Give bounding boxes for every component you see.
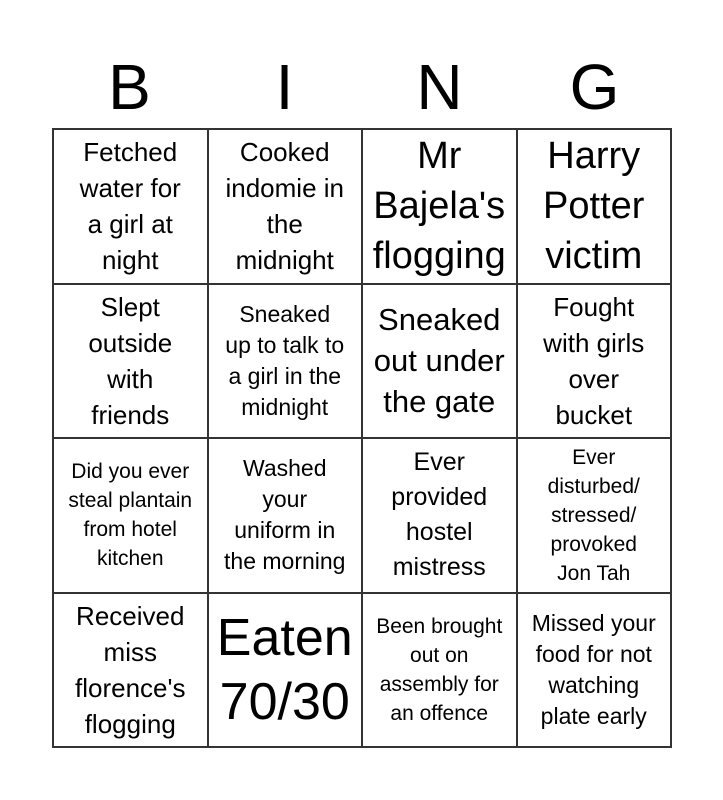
bingo-cell-text: Fetched water for a girl at night — [79, 137, 181, 276]
bingo-cell-text: Cooked indomie in the midnight — [225, 137, 344, 276]
bingo-cell-text: Ever provided hostel mistress — [391, 448, 488, 582]
bingo-cell[interactable] — [208, 438, 363, 593]
bingo-cell[interactable] — [53, 593, 208, 748]
bingo-cell[interactable] — [53, 284, 208, 439]
bingo-cell-text: Did you ever steal plantain from hotel kitchen — [68, 460, 193, 571]
bingo-cell[interactable] — [208, 129, 363, 284]
bingo-cell-text: Fought with girls over bucket — [543, 291, 645, 430]
bingo-cell[interactable] — [362, 438, 517, 593]
bingo-cell-text: Eaten 70/30 — [216, 608, 353, 731]
bingo-header — [52, 52, 672, 122]
bingo-cell[interactable] — [208, 593, 363, 748]
bingo-cell-text: Been brought out on assembly for an offence — [376, 614, 503, 725]
bingo-cell[interactable] — [517, 129, 672, 284]
bingo-cell-text: Sneaked up to talk to a girl in the midnight — [225, 300, 345, 420]
bingo-card-grid — [52, 128, 672, 748]
bingo-cell[interactable] — [362, 593, 517, 748]
bingo-cell-text: Slept outside with friends — [88, 291, 173, 430]
bingo-cell[interactable] — [517, 593, 672, 748]
bingo-cell[interactable] — [208, 284, 363, 439]
bingo-cell-text: Mr Bajela's flogging — [372, 135, 506, 278]
bingo-cell-text: Harry Potter victim — [543, 135, 645, 278]
header-letter-n: N — [416, 51, 463, 123]
bingo-cell[interactable] — [517, 284, 672, 439]
bingo-cell[interactable] — [53, 129, 208, 284]
bingo-cell[interactable] — [362, 284, 517, 439]
bingo-cell-text: Washed your uniform in the morning — [224, 455, 346, 575]
bingo-cell[interactable] — [362, 129, 517, 284]
bingo-cell[interactable] — [53, 438, 208, 593]
header-letter-b: B — [108, 51, 151, 123]
bingo-cell-text: Received miss florence's flogging — [75, 600, 186, 739]
bingo-cell-text: Missed your food for not watching plate early — [531, 609, 656, 729]
bingo-cell[interactable] — [517, 438, 672, 593]
header-letter-g: G — [569, 51, 620, 123]
header-letter-i: I — [275, 51, 294, 123]
bingo-cell-text: Ever disturbed/ stressed/ provoked Jon Tah — [547, 445, 640, 585]
bingo-cell-text: Sneaked out under the gate — [373, 302, 505, 420]
